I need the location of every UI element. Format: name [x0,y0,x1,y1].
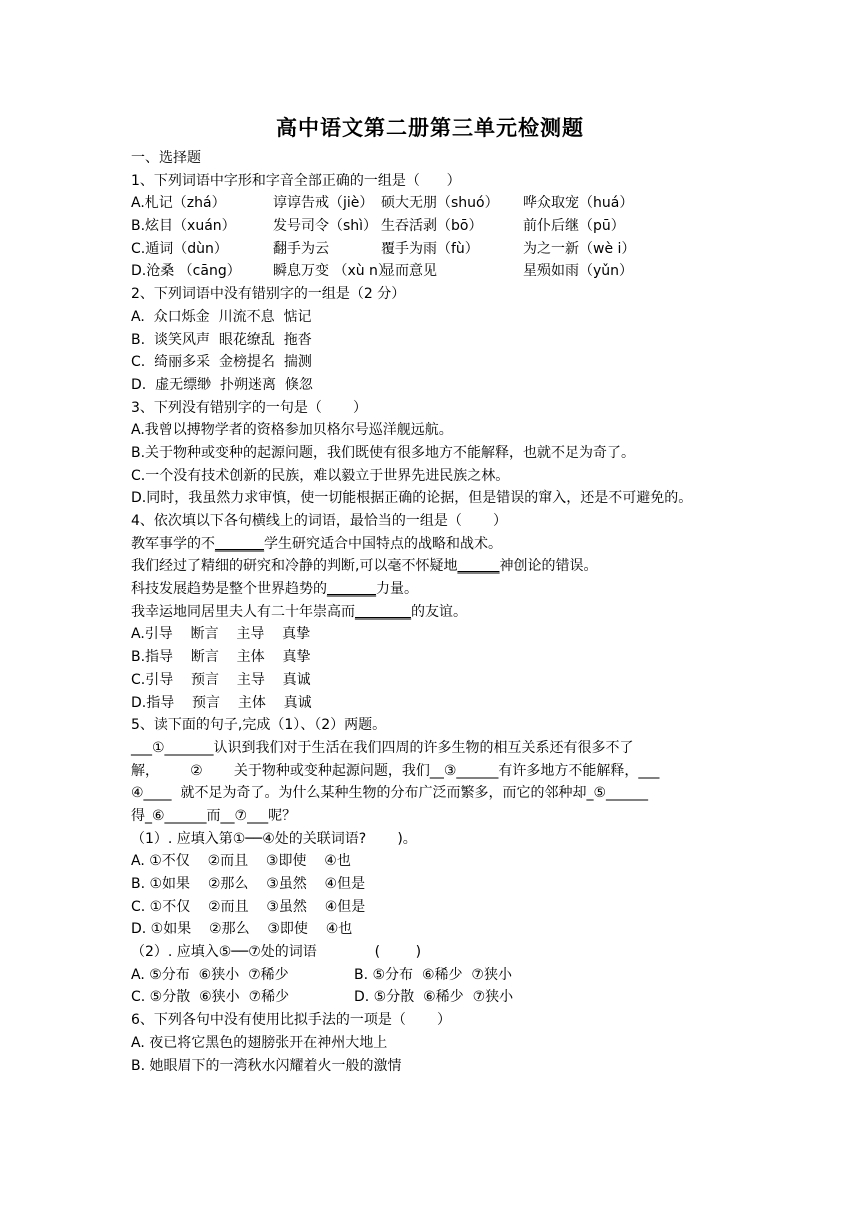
option-item: D.沧桑 （cāng） [131,263,241,280]
question-5-sub1-stem: （1）. 应填入第①──④处的关联词语? )。 [131,830,417,847]
option-item: 谆谆告戒（jiè） [273,195,374,212]
page-title: 高中语文第二册第三单元检测题 [276,115,584,140]
question-3-option-b: B.关于物种或变种的起源问题，我们既使有很多地方不能解释，也就不足为奇了。 [131,444,636,461]
option-item: B. ⑤分布 ⑥稀少 ⑦狭小 [354,966,512,983]
option-item: A.札记（zhá） [131,195,226,212]
question-3-option-a: A.我曾以搏物学者的资格参加贝格尔号巡洋舰远航。 [131,422,453,439]
question-5-sub1-option-c: C. ①不仅 ②而且 ③虽然 ④但是 [131,898,366,915]
question-5-sub1-option-b: B. ①如果 ②那么 ③虽然 ④但是 [131,876,366,893]
question-5-sub2-options-row [131,986,731,1009]
fill-blank: ______ [457,558,500,575]
question-4-option-d: D.指导 预言 主体 真诚 [131,694,312,711]
sentence-text: 学生研究适合中国特点的战略和战术。 [264,535,502,552]
option-item: 翻手为云 [273,240,329,257]
question-4-sentence-3 [131,578,731,601]
fill-blank: _______ [327,581,376,598]
option-item: 覆手为雨（fù） [381,240,479,257]
question-1-option-b [131,215,731,238]
question-6-option-b: B. 她眼眉下的一湾秋水闪耀着火一般的激情 [131,1057,402,1074]
sentence-text: 我幸运地同居里夫人有二十年崇高而 [131,603,355,620]
question-5-passage-line: 解， ② 关于物种或变种起源问题，我们__③______有许多地方不能解释，___ [131,762,660,779]
option-item: 前仆后继（pū） [523,218,625,235]
option-item: 显而意见 [381,263,437,280]
option-item: 生吞活剥（bō） [381,218,483,235]
option-item: 发号司令（shì） [273,218,378,235]
question-5-sub2-stem: （2）. 应填入⑤──⑦处的词语 ( ) [131,944,422,961]
section-heading: 一、选择题 [131,150,201,166]
sentence-text: 我们经过了精细的研究和冷静的判断,可以毫不怀疑地 [131,558,458,575]
question-1-stem: 1、下列词语中字形和字音全部正确的一组是（ ） [131,172,461,189]
fill-blank: _______ [215,535,264,552]
question-1-option-c [131,238,731,261]
question-4-option-c: C.引导 预言 主导 真诚 [131,671,311,688]
option-item: 哗众取宠（huá） [523,195,634,212]
exam-content [131,147,731,1077]
question-1-option-a [131,192,731,215]
question-5-sub2-options-row [131,964,731,987]
question-4-option-b: B.指导 断言 主体 真挚 [131,649,311,666]
question-5-passage-line: ___①_______认识到我们对于生活在我们四周的许多生物的相互关系还有很多不了 [131,739,634,756]
option-item: 硕大无朋（shuó） [381,195,499,212]
option-item: B.炫目（xuán） [131,218,236,235]
fill-blank: ________ [355,603,411,620]
sentence-text: 的友谊。 [411,603,467,620]
option-item: C.遁词（dùn） [131,240,228,257]
question-5-sub1-option-a: A. ①不仅 ②而且 ③即使 ④也 [131,853,351,870]
question-2-option-c: C. 绮丽多采 金榜提名 揣测 [131,354,312,371]
option-item: 星殒如雨（yǔn） [523,263,634,280]
question-5-stem: 5、读下面的句子,完成（1）、（2）两题。 [131,717,387,734]
sentence-text: 科技发展趋势是整个世界趋势的 [131,581,327,598]
sentence-text: 力量。 [376,581,418,598]
question-2-option-a: A. 众口烁金 川流不息 惦记 [131,308,312,325]
question-2-option-d: D. 虚无缥缈 扑朔迷离 倏忽 [131,376,313,393]
question-4-option-a: A.引导 断言 主导 真挚 [131,626,311,643]
option-item: C. ⑤分散 ⑥狭小 ⑦稀少 [131,989,290,1006]
question-3-option-d: D.同时，我虽然力求审慎，使一切能根据正确的论据，但是错误的窜入，还是不可避免的。 [131,490,693,507]
question-2-stem: 2、下列词语中没有错别字的一组是（2 分） [131,286,406,303]
question-3-stem: 3、下列没有错别字的一句是（ ） [131,399,368,416]
question-1-option-d [131,260,731,283]
option-item: 为之一新（wè i） [523,240,636,257]
option-item: A. ⑤分布 ⑥狭小 ⑦稀少 [131,966,289,983]
sentence-text: 神创论的错误。 [499,558,598,575]
question-2-option-b: B. 谈笑风声 眼花缭乱 拖沓 [131,331,312,348]
option-item: D. ⑤分散 ⑥稀少 ⑦狭小 [354,989,514,1006]
sentence-text: 教军事学的不 [131,535,215,552]
question-3-option-c: C.一个没有技术创新的民族，难以毅立于世界先进民族之林。 [131,467,510,484]
question-5-passage-line: 得_⑥______而__⑦___呢？ [131,807,297,824]
question-6-stem: 6、下列各句中没有使用比拟手法的一项是（ ） [131,1012,452,1029]
question-4-stem: 4、依次填以下各句横线上的词语，最恰当的一组是（ ） [131,513,508,530]
question-4-sentence-1 [131,533,731,556]
question-6-option-a: A. 夜已将它黑色的翅膀张开在神州大地上 [131,1034,388,1051]
option-item: 瞬息万变 （xù n） [273,263,392,280]
question-4-sentence-2 [131,555,731,578]
question-5-passage-line: ④____ 就不足为奇了。为什么某种生物的分布广泛而繁多，而它的邻种却_⑤______ [131,785,649,802]
question-5-sub1-option-d: D. ①如果 ②那么 ③即使 ④也 [131,921,353,938]
question-4-sentence-4 [131,601,731,624]
